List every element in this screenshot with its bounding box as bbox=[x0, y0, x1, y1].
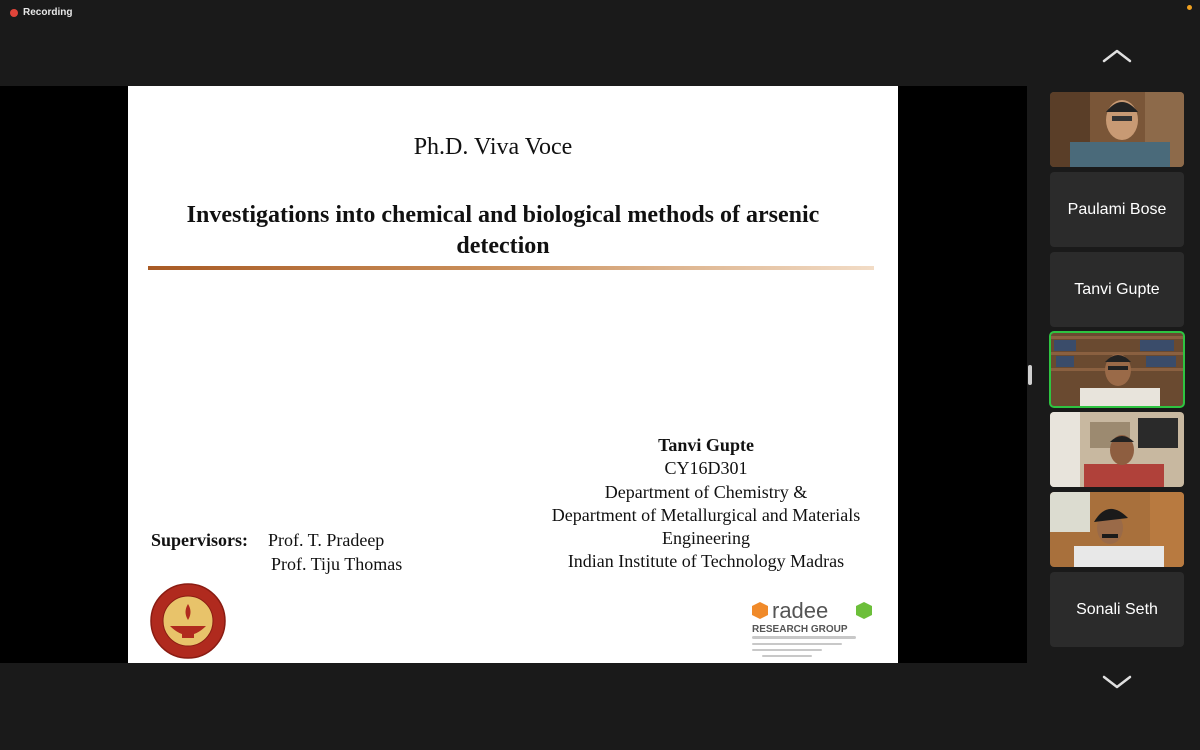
recording-dot-icon bbox=[10, 9, 18, 17]
recording-indicator[interactable] bbox=[10, 7, 72, 18]
participant-6-video bbox=[1050, 492, 1184, 567]
participant-video-tile-1[interactable] bbox=[1050, 92, 1184, 167]
participant-5-video bbox=[1050, 412, 1184, 487]
recording-label: Recording bbox=[23, 7, 73, 18]
scroll-up-chevron-icon[interactable] bbox=[1101, 46, 1133, 66]
slide-heading: Ph.D. Viva Voce bbox=[413, 134, 573, 160]
participant-4-video bbox=[1050, 332, 1184, 407]
participant-name: Tanvi Gupte bbox=[1074, 280, 1160, 298]
scroll-down-chevron-icon[interactable] bbox=[1101, 672, 1133, 692]
author-department-3: Engineering bbox=[662, 528, 750, 549]
participant-1-video bbox=[1050, 92, 1184, 167]
author-block bbox=[528, 434, 884, 574]
participant-video-tile-4-active-speaker[interactable] bbox=[1050, 332, 1184, 407]
slide-title bbox=[148, 200, 858, 262]
title-divider bbox=[148, 266, 874, 270]
supervisor-1: Prof. T. Pradeep bbox=[268, 530, 385, 550]
supervisor-names bbox=[268, 528, 458, 576]
status-dot-icon bbox=[1187, 5, 1192, 10]
participant-name-tile-3[interactable] bbox=[1050, 252, 1184, 327]
participant-name: Paulami Bose bbox=[1067, 200, 1167, 218]
supervisor-2: Prof. Tiju Thomas bbox=[271, 554, 403, 574]
author-name: Tanvi Gupte bbox=[658, 435, 754, 455]
supervisors-block bbox=[151, 528, 403, 574]
author-id: CY16D301 bbox=[664, 458, 748, 479]
slide-title-line-1: Investigations into chemical and biological methods of arsenic bbox=[186, 202, 820, 228]
slide-title-line-2: detection bbox=[456, 233, 550, 259]
pradeep-logo-word: radee bbox=[772, 598, 829, 623]
presentation-slide bbox=[128, 86, 898, 663]
participant-video-tile-6[interactable] bbox=[1050, 492, 1184, 567]
panel-resize-handle[interactable] bbox=[1028, 365, 1032, 385]
iit-madras-logo bbox=[148, 582, 228, 660]
participant-video-tile-5[interactable] bbox=[1050, 412, 1184, 487]
participant-name: Sonali Seth bbox=[1076, 600, 1158, 618]
shared-screen bbox=[0, 86, 1027, 663]
author-department-2: Department of Metallurgical and Materials bbox=[551, 504, 861, 525]
participant-name-tile-7[interactable] bbox=[1050, 572, 1184, 647]
supervisors-label: Supervisors: bbox=[151, 530, 249, 550]
participant-name-tile-2[interactable] bbox=[1050, 172, 1184, 247]
author-department-1: Department of Chemistry & bbox=[604, 481, 808, 502]
author-institute: Indian Institute of Technology Madras bbox=[567, 551, 845, 572]
pradeep-research-group-logo bbox=[748, 596, 876, 662]
pradeep-logo-sub: RESEARCH GROUP bbox=[752, 624, 848, 635]
